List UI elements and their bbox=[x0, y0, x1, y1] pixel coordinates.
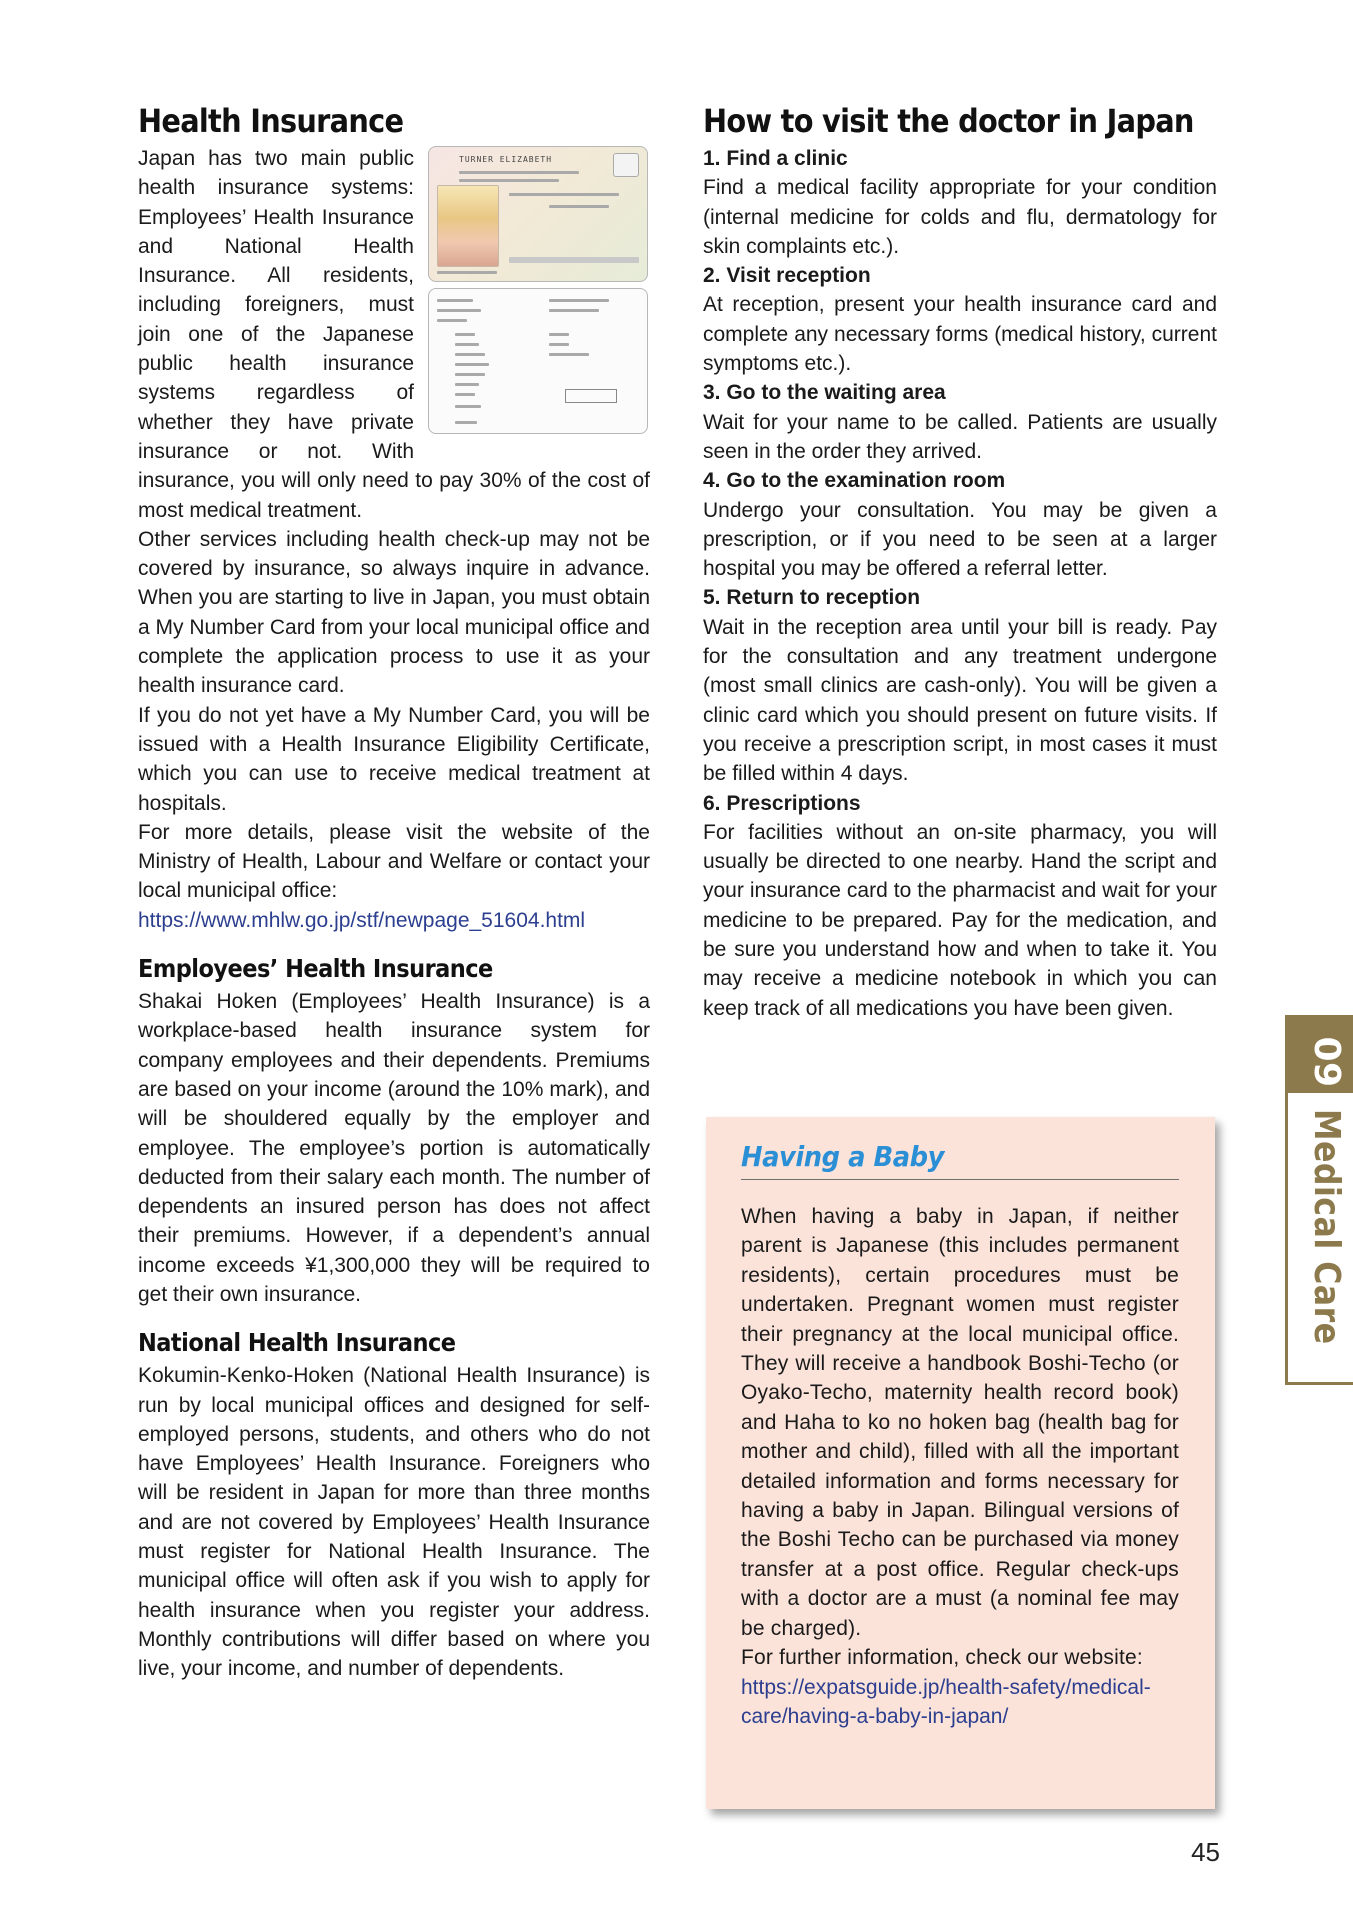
having-a-baby-title: Having a Baby bbox=[741, 1140, 944, 1173]
insurance-card-back bbox=[428, 288, 648, 434]
checkup-paragraph: Other services including health check-up may not be covered by insurance, so always inquire in advance. When you are starting to live in Japan, you must obtain a My Number Card from your local municipal office and complete the application process to use it as your health insurance card. bbox=[138, 527, 650, 698]
national-insurance-heading: National Health Insurance bbox=[138, 1328, 456, 1358]
step-title: 3. Go to the waiting area bbox=[703, 381, 946, 405]
chapter-number: 09 bbox=[1306, 1036, 1347, 1088]
having-a-baby-box bbox=[706, 1117, 1215, 1809]
insurance-card-image bbox=[428, 146, 650, 436]
step-text: Wait for your name to be called. Patients are usually seen in the order they arrived. bbox=[703, 410, 1217, 463]
step-title: 6. Prescriptions bbox=[703, 791, 861, 815]
employees-insurance-heading: Employees’ Health Insurance bbox=[138, 954, 493, 984]
step-text: Undergo your consultation. You may be given a prescription, or if you need to be seen at a larger hospital you may be offered a referral letter. bbox=[703, 498, 1217, 581]
step-1 bbox=[703, 144, 1217, 261]
step-title: 2. Visit reception bbox=[703, 264, 871, 288]
divider bbox=[741, 1179, 1179, 1180]
chapter-label: Medical Care bbox=[1306, 1109, 1347, 1345]
step-5 bbox=[703, 583, 1217, 788]
expatsguide-link[interactable]: https://expatsguide.jp/health-safety/medical-care/having-a-baby-in-japan/ bbox=[741, 1675, 1151, 1728]
page-number: 45 bbox=[1191, 1837, 1220, 1867]
step-title: 4. Go to the examination room bbox=[703, 469, 1006, 493]
step-6 bbox=[703, 789, 1217, 1023]
employees-insurance-text: Shakai Hoken (Employees’ Health Insurance) is a workplace-based health insurance system for company employees and their dependents. Premiums are based on your income (around the 10% mark), and will be shouldered equally by the employer and employee. The employee’s portion is automatically deducted from their salary each month. The number of dependents an insured person has does not affect their premiums. However, if a dependent’s annual income exceeds ¥1,300,000 they will be required to get their own insurance. bbox=[138, 990, 650, 1306]
having-a-baby-text: When having a baby in Japan, if neither parent is Japanese (this includes permanent residents), certain procedures must be undertaken. Pregnant women must register their pregnancy at the local municipal office. They will receive a handbook Boshi-Techo (or Oyako-Techo, maternity health record book) and Haha to ko no hoken bag (health bag for mother and child), filled with all the important detailed information and forms necessary for having a baby in Japan. Bilingual versions of the Boshi Techo can be purchased via money transfer at a post office. Regular check-ups with a doctor are a must (a nominal fee may be charged). bbox=[741, 1205, 1179, 1640]
card-photo bbox=[437, 185, 499, 267]
health-insurance-heading: Health Insurance bbox=[138, 102, 404, 140]
mhlw-link[interactable]: https://www.mhlw.go.jp/stf/newpage_51604.html bbox=[138, 908, 586, 932]
intro-paragraph: Japan has two main public health insurance systems: Employees’ Health Insurance and National Health Insurance. All residents, including foreigners, must join one of the Japanese public health insurance systems regardless of whether they have private insurance or not. With insurance, you will only need to pay 30% of the cost of most medical treatment. bbox=[138, 147, 650, 522]
step-text: Wait in the reception area until your bill is ready. Pay for the consultation and any treatment undergone (most small clinics are cash-only). You will be given a clinic card which you should present on future visits. If you receive a prescription script, in most cases it must be filled within 4 days. bbox=[703, 615, 1217, 786]
card-holder-name: TURNER ELIZABETH bbox=[459, 155, 553, 164]
insurance-card-front bbox=[428, 146, 648, 282]
national-insurance-text: Kokumin-Kenko-Hoken (National Health Insurance) is run by local municipal offices and designed for self-employed persons, students, and others who do not have Employees’ Health Insurance. Foreigners who will be resident in Japan for more than three months and are not covered by Employees’ Health Insurance must register for National Health Insurance. The municipal office will often ask if you wish to apply for health insurance when you register your address. Monthly contributions will differ based on where you live, your income, and number of dependents. bbox=[138, 1364, 650, 1681]
eligibility-paragraph: If you do not yet have a My Number Card, you will be issued with a Health Insurance Eligibility Certificate, which you can use to receive medical treatment at hospitals. bbox=[138, 703, 650, 815]
left-column bbox=[138, 100, 650, 1684]
right-column bbox=[703, 100, 1217, 1023]
step-4 bbox=[703, 466, 1217, 583]
step-3 bbox=[703, 378, 1217, 466]
step-2 bbox=[703, 261, 1217, 378]
step-title: 1. Find a clinic bbox=[703, 147, 848, 170]
step-text: Find a medical facility appropriate for your condition (internal medicine for colds and flu, dermatology for skin complaints etc.). bbox=[703, 176, 1217, 258]
step-title: 5. Return to reception bbox=[703, 586, 921, 610]
doctor-visit-heading: How to visit the doctor in Japan bbox=[703, 102, 1194, 140]
chapter-side-tab bbox=[1285, 1015, 1353, 1385]
step-text: For facilities without an on-site pharmacy, you will usually be directed to one nearby. Hand the script and your insurance card to the pharmacist and wait for your medicine to be prepared. Pay for the medication, and be sure you understand how and when to take it. You may receive a medicine notebook in which you can keep track of all medications you have been given. bbox=[703, 820, 1217, 1020]
step-text: At reception, present your health insurance card and complete any necessary forms (medical history, current symptoms etc.). bbox=[703, 293, 1217, 376]
further-info-text: For further information, check our website: bbox=[741, 1646, 1143, 1670]
details-paragraph: For more details, please visit the website of the Ministry of Health, Labour and Welfare or contact your local municipal office: bbox=[138, 820, 650, 903]
